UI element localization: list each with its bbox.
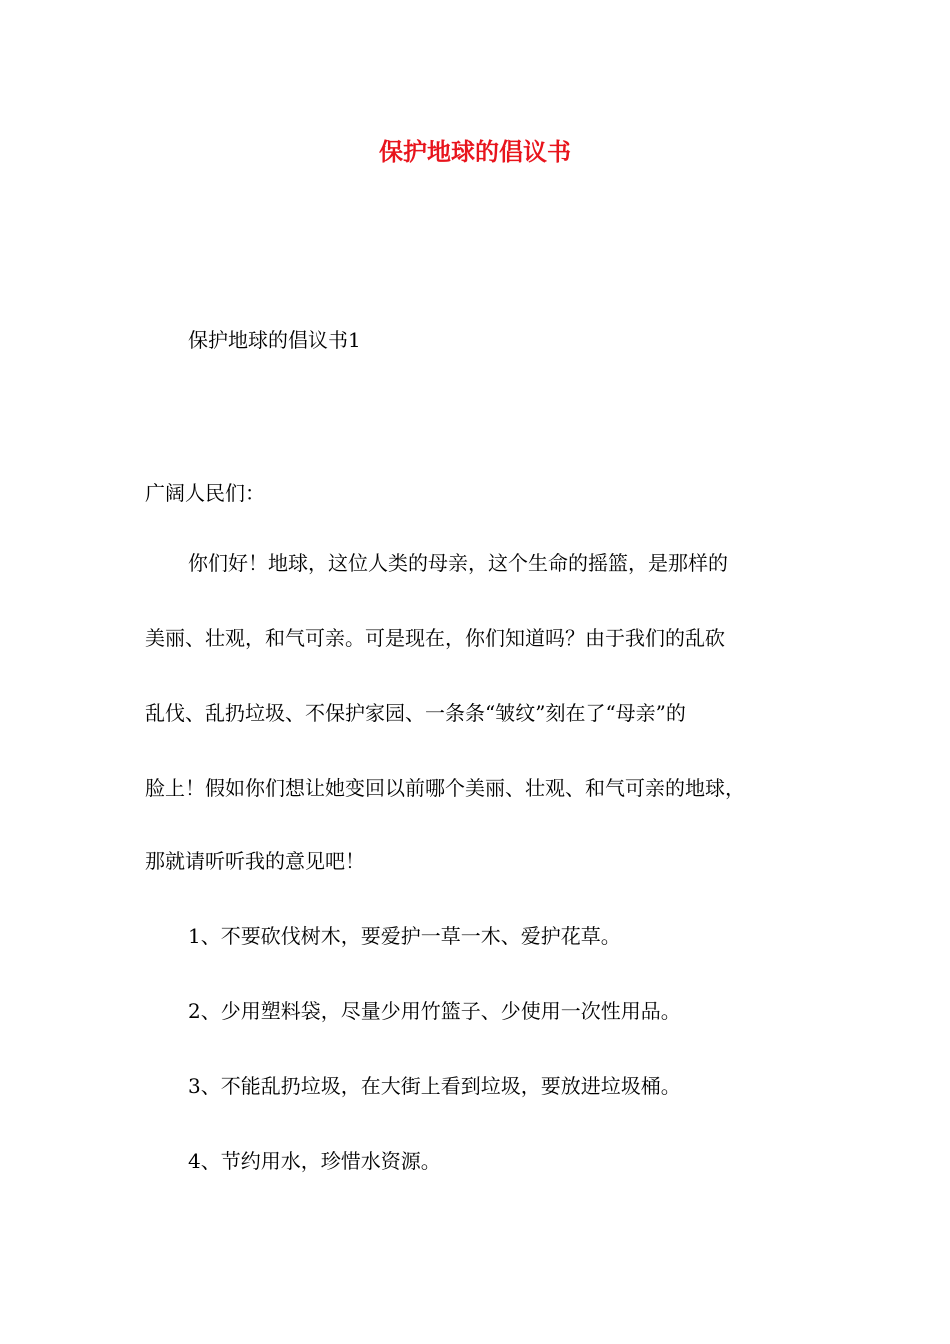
body-line: 乱伐、乱扔垃圾、不保护家园、一条条“皱纹”刻在了“母亲”的 — [145, 701, 686, 725]
list-item: 3、不能乱扔垃圾，在大街上看到垃圾，要放进垃圾桶。 — [188, 1074, 681, 1098]
document-subtitle: 保护地球的倡议书1 — [188, 328, 361, 352]
list-item: 1、不要砍伐树木，要爱护一草一木、爱护花草。 — [188, 924, 621, 948]
list-item: 2、少用塑料袋，尽量少用竹篮子、少使用一次性用品。 — [188, 999, 681, 1023]
body-line: 那就请听听我的意见吧！ — [145, 849, 365, 873]
salutation: 广阔人民们： — [145, 481, 265, 505]
body-line: 你们好！地球，这位人类的母亲，这个生命的摇篮，是那样的 — [188, 551, 728, 575]
list-item: 4、节约用水，珍惜水资源。 — [188, 1149, 441, 1173]
body-line: 美丽、壮观，和气可亲。可是现在，你们知道吗？由于我们的乱砍 — [145, 626, 725, 650]
document-title: 保护地球的倡议书 — [379, 137, 571, 166]
body-line: 脸上！假如你们想让她变回以前哪个美丽、壮观、和气可亲的地球， — [145, 776, 745, 800]
